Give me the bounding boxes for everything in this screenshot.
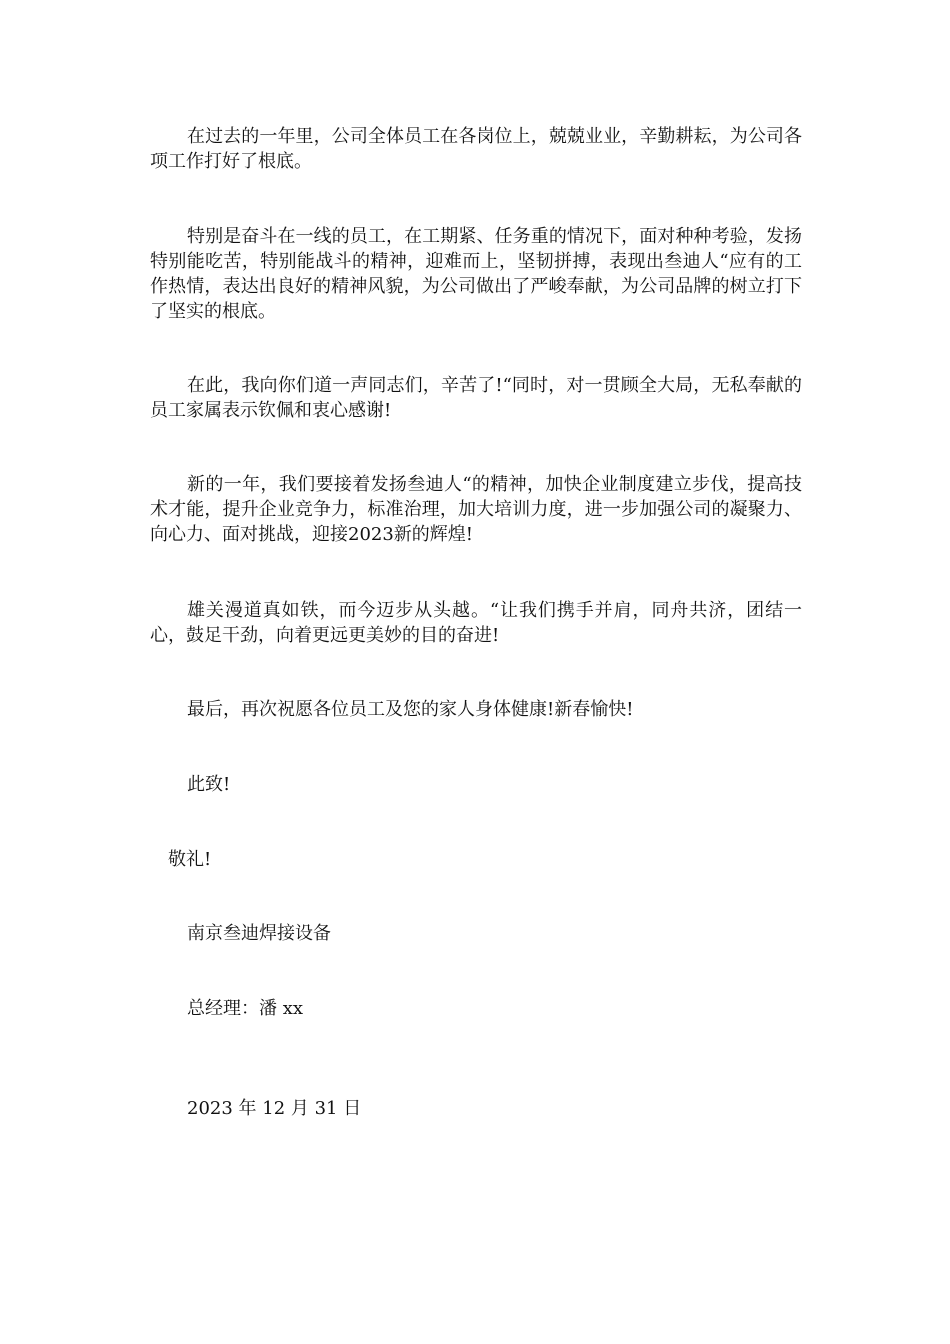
paragraph-3: 在此，我向你们道一声同志们，辛苦了!“同时，对一贯顾全大局，无私奉献的员工家属表示钦佩和衷心感谢! [150, 375, 802, 421]
paragraph-4: 新的一年，我们要接着发扬叁迪人“的精神，加快企业制度建立步伐，提高技术才能，提升企业竞争力，标准治理，加大培训力度，进一步加强公司的凝聚力、向心力、面对挑战，迎接2023新的辉煌! [150, 474, 802, 545]
signer-line: 总经理：潘 xx [187, 998, 304, 1019]
salute-line: 敬礼! [168, 849, 212, 870]
company-name: 南京叁迪焊接设备 [187, 923, 331, 944]
paragraph-1: 在过去的一年里，公司全体员工在各岗位上，兢兢业业，辛勤耕耘，为公司各项工作打好了根底。 [150, 126, 802, 172]
paragraph-5: 雄关漫道真如铁，而今迈步从头越。“让我们携手并肩，同舟共济，团结一心，鼓足干劲，向着更远更美妙的目的奋进! [150, 600, 802, 646]
paragraph-6: 最后，再次祝愿各位员工及您的家人身体健康!新春愉快! [187, 699, 634, 720]
closing-line: 此致! [187, 774, 231, 795]
paragraph-2: 特别是奋斗在一线的员工，在工期紧、任务重的情况下，面对种种考验，发扬特别能吃苦，特别能战斗的精神，迎难而上，坚韧拼搏，表现出叁迪人“应有的工作热情，表达出良好的精神风貌，为公司做出了严峻奉献，为公司品牌的树立打下了坚实的根底。 [150, 226, 802, 322]
letter-date: 2023 年 12 月 31 日 [187, 1098, 362, 1119]
